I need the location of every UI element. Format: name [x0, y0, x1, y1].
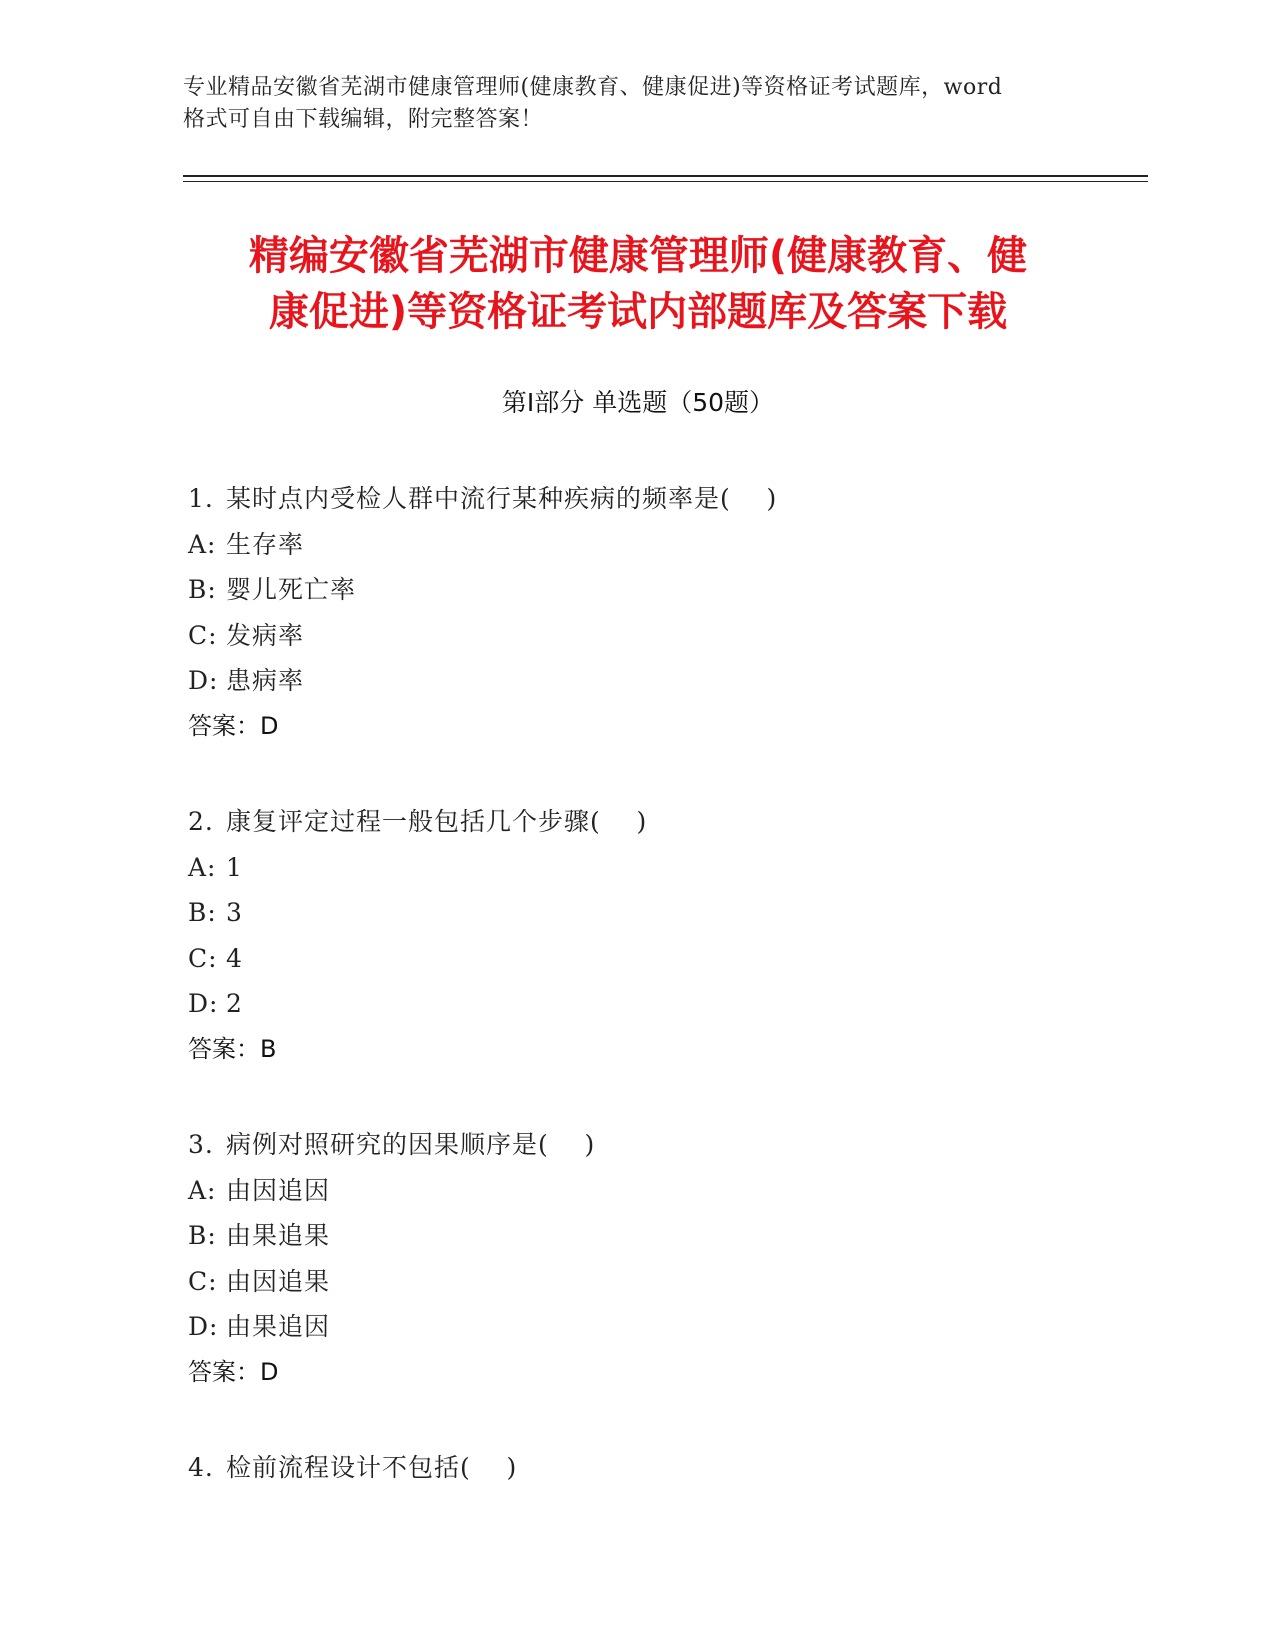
- option-text: 生存率: [226, 529, 305, 559]
- option-key: A:: [188, 529, 217, 559]
- option-text: 由因追因: [226, 1175, 331, 1205]
- question-stem: [188, 1122, 1088, 1168]
- option-key: B:: [188, 575, 217, 604]
- option-key: A:: [188, 852, 217, 882]
- option-key: D:: [188, 666, 219, 695]
- question-text: 康复评定过程一般包括几个步骤( ): [226, 807, 648, 836]
- option-key: B:: [188, 898, 217, 927]
- option-text: 2: [226, 989, 243, 1018]
- answer: 答案：B: [188, 1034, 277, 1063]
- question-number: 2.: [188, 807, 214, 836]
- option-key: D:: [188, 989, 219, 1018]
- option-b: [188, 1213, 1088, 1259]
- option-a: [188, 1168, 1088, 1214]
- option-text: 3: [226, 898, 243, 927]
- question-text: 检前流程设计不包括( ): [226, 1453, 518, 1482]
- answer: 答案：D: [188, 1357, 279, 1386]
- option-key: C:: [188, 620, 218, 650]
- option-text: 患病率: [226, 666, 305, 695]
- question-stem: [188, 799, 1088, 845]
- document-title: [183, 228, 1093, 340]
- question-1: [188, 476, 1088, 749]
- option-b: [188, 567, 1088, 613]
- option-text: 由因追果: [226, 1266, 331, 1296]
- option-d: [188, 658, 1088, 704]
- question-stem: [188, 1445, 1088, 1491]
- question-number: 1.: [188, 484, 214, 513]
- question-text: 某时点内受检人群中流行某种疾病的频率是( ): [226, 484, 778, 513]
- option-a: [188, 522, 1088, 568]
- option-key: C:: [188, 1266, 218, 1296]
- option-key: C:: [188, 943, 218, 973]
- option-text: 发病率: [226, 620, 305, 650]
- section-title: 第Ⅰ部分 单选题（50题）: [501, 388, 775, 417]
- header-note: [183, 72, 1083, 136]
- option-b: [188, 890, 1088, 936]
- option-text: 1: [226, 852, 243, 882]
- header-rule-thick: [183, 175, 1148, 177]
- document-title-line-2: 康促进)等资格证考试内部题库及答案下载: [268, 289, 1008, 335]
- header-note-line-1: 专业精品安徽省芜湖市健康管理师(健康教育、健康促进)等资格证考试题库，word: [183, 75, 1003, 100]
- option-text: 由果追因: [226, 1312, 331, 1341]
- option-text: 4: [226, 943, 243, 973]
- option-key: B:: [188, 1221, 217, 1250]
- option-c: [188, 1259, 1088, 1305]
- option-key: D:: [188, 1312, 219, 1341]
- header-rule-thin: [183, 181, 1148, 182]
- option-d: [188, 981, 1088, 1027]
- question-number: 3.: [188, 1130, 214, 1159]
- option-a: [188, 845, 1088, 891]
- header-note-line-2: 格式可自由下载编辑，附完整答案！: [183, 107, 544, 132]
- option-text: 婴儿死亡率: [226, 575, 357, 604]
- question-4: [188, 1445, 1088, 1491]
- question-text: 病例对照研究的因果顺序是( ): [226, 1130, 596, 1159]
- question-2: [188, 799, 1088, 1072]
- question-3: [188, 1122, 1088, 1395]
- option-c: [188, 936, 1088, 982]
- option-c: [188, 613, 1088, 659]
- question-list: [188, 476, 1088, 1541]
- option-d: [188, 1304, 1088, 1350]
- question-number: 4.: [188, 1453, 214, 1482]
- document-title-line-1: 精编安徽省芜湖市健康管理师(健康教育、健: [248, 233, 1028, 279]
- option-text: 由果追果: [226, 1221, 331, 1250]
- question-stem: [188, 476, 1088, 522]
- answer: 答案：D: [188, 711, 279, 740]
- option-key: A:: [188, 1175, 217, 1205]
